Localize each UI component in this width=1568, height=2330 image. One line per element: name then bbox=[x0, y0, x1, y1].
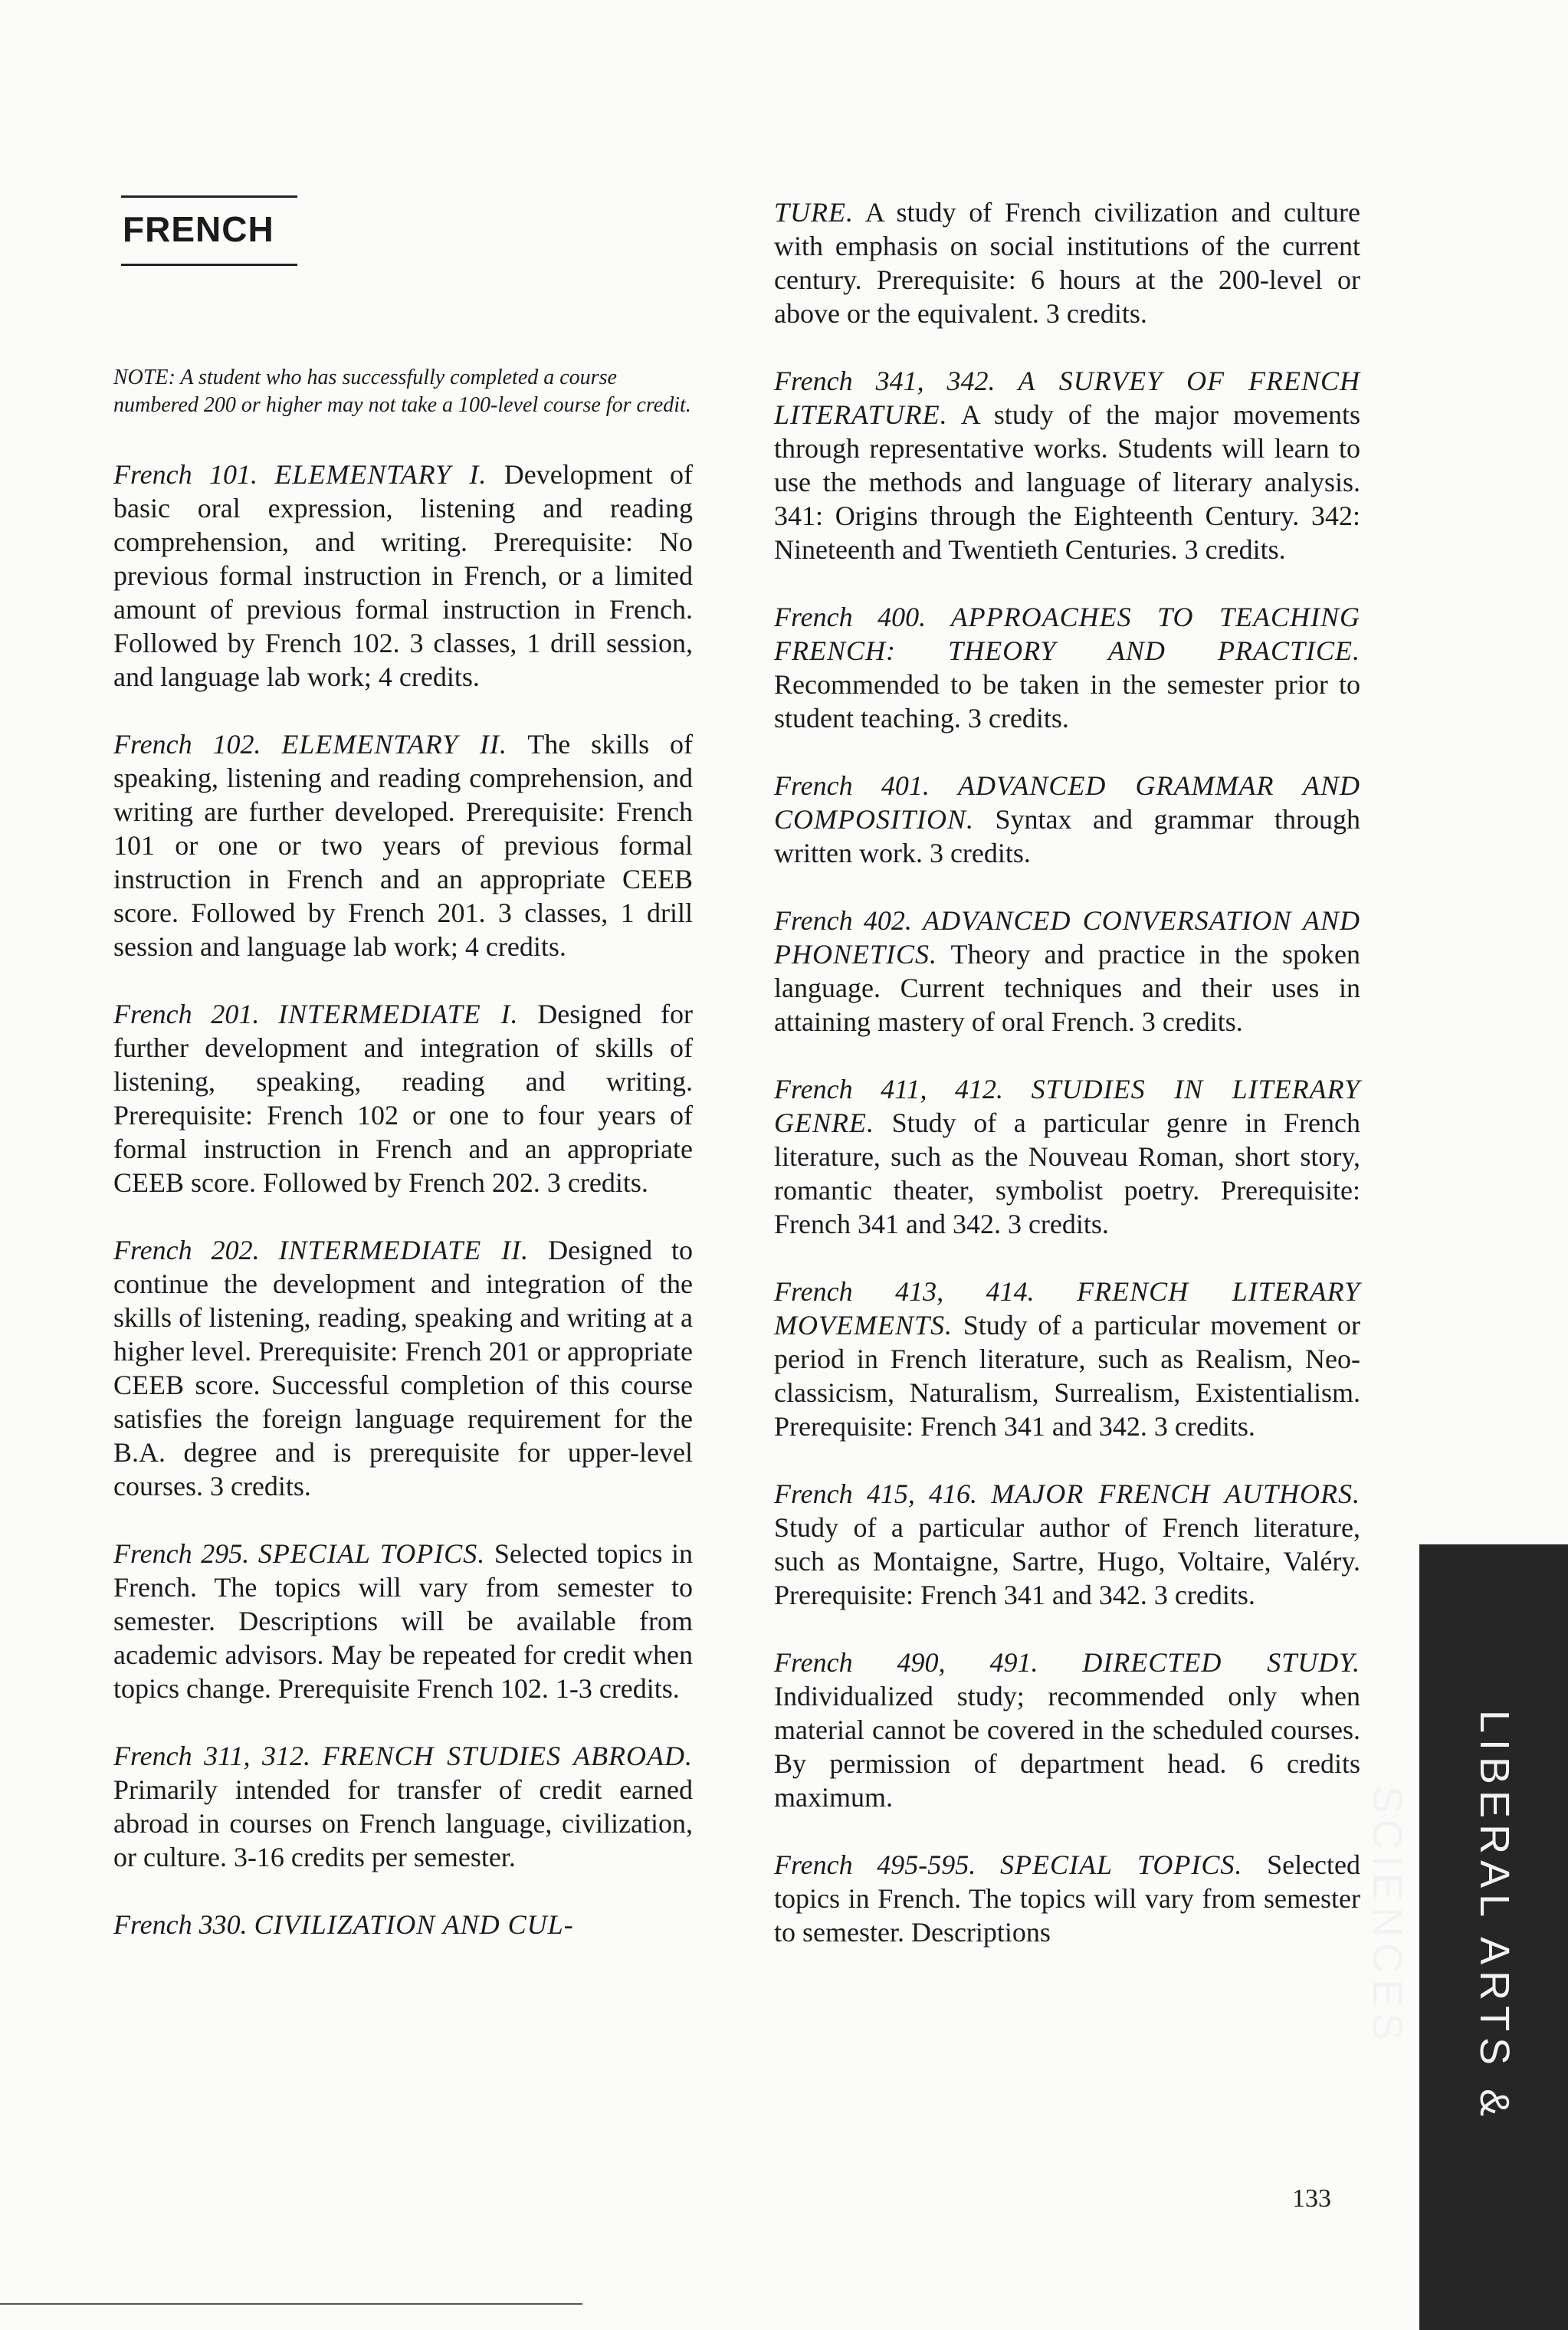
course-title: INTERMEDIATE II. bbox=[278, 1235, 530, 1265]
section-heading: FRENCH bbox=[121, 195, 297, 266]
course-title: INTERMEDIATE I. bbox=[278, 999, 519, 1029]
course-number: French 311, 312. bbox=[113, 1741, 311, 1771]
course-entry bbox=[774, 364, 1360, 566]
course-description: Development of basic oral expression, listening and reading comprehension, and writing. Prerequisite: No previous formal instruction in French, or a limited amount of previous formal instruction in French. Followed by French 102. 3 classes, 1 drill session, and language lab work; 4 credits. bbox=[113, 459, 694, 692]
note: NOTE: A student who has successfully completed a course numbered 200 or higher may not take a 100-level course for credit. bbox=[113, 366, 691, 417]
page-number: 133 bbox=[1292, 2184, 1331, 2213]
course-number: French 102. bbox=[113, 729, 261, 760]
course-description: Primarily intended for transfer of credit earned abroad in courses on French language, civilization, or culture. 3-16 credits per semester. bbox=[113, 1774, 693, 1872]
course-title: STUDIES IN LITERARY GENRE. bbox=[774, 1074, 1361, 1138]
course-title: ADVANCED GRAMMAR AND COMPOSITION. bbox=[774, 770, 1361, 835]
course-entry bbox=[774, 1646, 1360, 1814]
course-number: French 495-595. bbox=[774, 1849, 976, 1880]
course-description: Syntax and grammar through written work. 3 credits. bbox=[774, 804, 1360, 868]
course-description: Study of a particular genre in French literature, such as the Nouveau Roman, short story, romantic theater, symbolist poetry. Prerequisite: French 341 and 342. 3 credits. bbox=[774, 1108, 1361, 1239]
course-description: Study of a particular author of French literature, such as Montaigne, Sartre, Hugo, Voltaire, Valéry. Prerequisite: French 341 and 342. 3 credits. bbox=[774, 1512, 1360, 1610]
course-entry bbox=[113, 1537, 693, 1705]
course-entry bbox=[113, 1233, 693, 1503]
course-title: MAJOR FRENCH AUTHORS. bbox=[991, 1478, 1360, 1509]
course-title: TURE. bbox=[774, 197, 854, 228]
course-description: Recommended to be taken in the semester prior to student teaching. 3 credits. bbox=[774, 669, 1360, 733]
course-entry bbox=[774, 1275, 1360, 1443]
course-description: The skills of speaking, listening and reading comprehension, and writing are further developed. Prerequisite: French 101 or one or two years of previous formal instruction in French and an appropriate CEEB score. Followed by French 201. 3 classes, 1 drill session and language lab work; 4 credits. bbox=[113, 729, 694, 962]
course-description: Theory and practice in the spoken language. Current techniques and their uses in attaining mastery of oral French. 3 credits. bbox=[774, 939, 1361, 1037]
right-column bbox=[774, 195, 1360, 1983]
course-description: Designed to continue the development and integration of the skills of listening, reading, speaking and writing at a higher level. Prerequisite: French 201 or appropriate CEEB score. Successful completion of this course satisfies the foreign language requirement for the B.A. degree and is prerequisite for upper-level courses. 3 credits. bbox=[113, 1235, 694, 1501]
side-tab-label: LIBERAL ARTS & SCIENCES bbox=[1364, 1709, 1517, 2123]
course-entry bbox=[774, 1072, 1360, 1241]
course-description: Study of a particular movement or period in French literature, such as Realism, Neo-classicism, Naturalism, Surrealism, Existentialism. Prerequisite: French 341 and 342. 3 credits. bbox=[774, 1310, 1361, 1442]
course-title: A SURVEY OF FRENCH LITERATURE. bbox=[774, 366, 1360, 430]
course-entry bbox=[774, 904, 1360, 1039]
course-entry bbox=[774, 1848, 1360, 1949]
course-number: French 413, 414. bbox=[774, 1276, 1035, 1307]
course-title: ELEMENTARY I. bbox=[274, 459, 487, 490]
course-title: FRENCH STUDIES ABROAD. bbox=[322, 1741, 694, 1771]
course-number: French 411, 412. bbox=[774, 1074, 1004, 1104]
course-title: SPECIAL TOPICS. bbox=[258, 1538, 486, 1569]
course-title: FRENCH LITERARY MOVEMENTS. bbox=[774, 1276, 1361, 1341]
course-entry bbox=[113, 1908, 693, 1941]
course-number: French 402. bbox=[774, 905, 912, 936]
course-entry bbox=[113, 1739, 693, 1874]
course-number: French 415, 416. bbox=[774, 1478, 978, 1509]
course-entry bbox=[113, 997, 693, 1199]
course-number: French 341, 342. bbox=[774, 366, 996, 396]
course-description: A study of French civilization and culture with emphasis on social institutions of the current century. Prerequisite: 6 hours at the 200-level or above or the equivalent. 3 credits. bbox=[774, 197, 1360, 329]
course-title: ELEMENTARY II. bbox=[281, 729, 507, 760]
course-entry-continued bbox=[774, 195, 1360, 330]
course-description: Selected topics in French. The topics will vary from semester to semester. Descriptions will be available from academic advisors. May be repeated for credit when topics change. Prerequisite French 102. 1-3 credits. bbox=[113, 1538, 694, 1704]
course-description: Designed for further development and integration of skills of listening, speaking, reading and writing. Prerequisite: French 102 or one to four years of formal instruction in French and an appropriate CEEB score. Followed by French 202. 3 credits. bbox=[113, 999, 694, 1198]
course-description: Individualized study; recommended only when material cannot be covered in the scheduled courses. By permission of department head. 6 credits maximum. bbox=[774, 1681, 1360, 1813]
course-number: French 490, 491. bbox=[774, 1647, 1038, 1678]
course-title: SPECIAL TOPICS. bbox=[999, 1849, 1243, 1880]
course-number: French 330. bbox=[113, 1909, 248, 1940]
course-description: Selected topics in French. The topics will vary from semester to semester. Descriptions bbox=[774, 1849, 1361, 1948]
course-entry bbox=[774, 1477, 1360, 1612]
course-title: DIRECTED STUDY. bbox=[1082, 1647, 1361, 1678]
course-number: French 101. bbox=[113, 459, 258, 490]
bottom-rule bbox=[0, 2303, 582, 2305]
course-entry bbox=[113, 727, 693, 963]
course-number: French 295. bbox=[113, 1538, 250, 1569]
course-description: A study of the major movements through representative works. Students will learn to use the methods and language of literary analysis. 341: Origins through the Eighteenth Century. 342: Nineteenth and Twentieth Centuries. 3 credits. bbox=[774, 399, 1360, 565]
course-number: French 202. bbox=[113, 1235, 260, 1265]
course-title: CIVILIZATION AND CUL- bbox=[254, 1909, 574, 1940]
course-title: ADVANCED CONVERSATION AND PHONETICS. bbox=[774, 905, 1361, 970]
course-entry bbox=[113, 458, 693, 694]
course-number: French 201. bbox=[113, 999, 260, 1029]
course-title: APPROACHES TO TEACHING FRENCH: THEORY AND PRACTICE. bbox=[774, 602, 1361, 666]
course-number: French 400. bbox=[774, 602, 927, 632]
course-number: French 401. bbox=[774, 770, 930, 801]
course-entry bbox=[774, 769, 1360, 870]
course-entry bbox=[774, 600, 1360, 735]
left-column bbox=[113, 364, 693, 1975]
